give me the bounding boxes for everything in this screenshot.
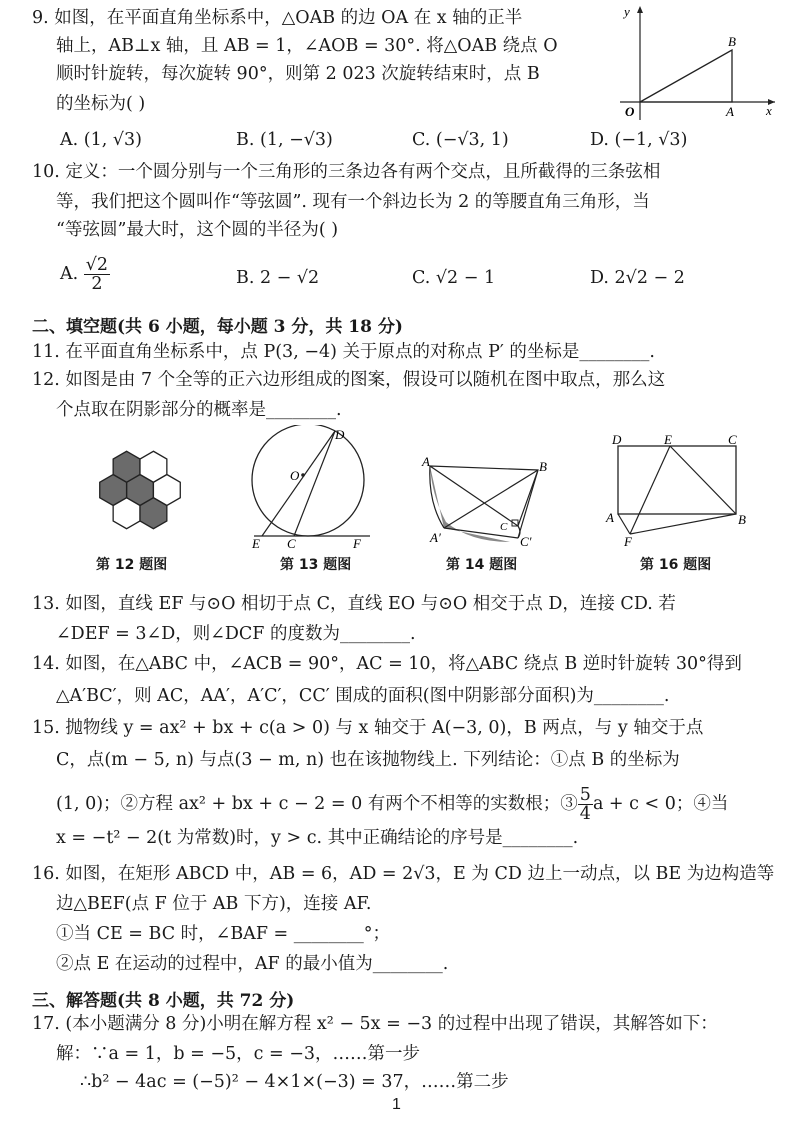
q15-fraction-numerator: 5 bbox=[579, 785, 591, 805]
q11-text: 11. 在平面直角坐标系中，点 P(3, −4) 关于原点的对称点 P′ 的坐标是________. bbox=[32, 342, 655, 362]
q9-option-c: C. (−√3, 1) bbox=[412, 130, 509, 150]
fig14-c-label: C bbox=[500, 521, 508, 533]
q10-option-a-denominator: 2 bbox=[91, 274, 103, 294]
q14-line-1: 14. 如图，在△ABC 中，∠ACB = 90°，AC = 10，将△ABC 绕点 B 逆时针旋转 30°得到 bbox=[32, 654, 742, 674]
q12-line-1: 12. 如图是由 7 个全等的正六边形组成的图案，假设可以随机在图中取点，那么这 bbox=[32, 370, 666, 390]
fig13-e-label: E bbox=[252, 536, 260, 550]
fig13-c-label: C bbox=[287, 536, 296, 550]
fig13-circle bbox=[240, 425, 380, 550]
q16-line-4: ②点 E 在运动的过程中，AF 的最小值为________. bbox=[56, 954, 449, 974]
q9-figure bbox=[610, 2, 780, 122]
q10-line-1: 10. 定义：一个圆分别与一个三角形的三条边各有两个交点，且所截得的三条弦相 bbox=[32, 162, 661, 182]
q15-line-3 bbox=[56, 786, 728, 823]
q10-option-d: D. 2√2 − 2 bbox=[590, 268, 685, 288]
q16-line-3: ①当 CE = BC 时，∠BAF = ________°； bbox=[56, 924, 390, 944]
q13-line-1: 13. 如图，直线 EF 与⊙O 相切于点 C，直线 EO 与⊙O 相交于点 D，连接 CD. 若 bbox=[32, 594, 676, 614]
fig16-b-label: B bbox=[738, 512, 746, 527]
fig13-f-label: F bbox=[353, 536, 361, 550]
q17-line-1: 17. (本小题满分 8 分)小明在解方程 x² − 5x = −3 的过程中出现了错误，其解答如下： bbox=[32, 1014, 718, 1034]
q10-option-a-numerator: √2 bbox=[85, 255, 109, 275]
caption-fig12: 第 12 题图 bbox=[96, 557, 168, 573]
q9-fig-o-label: O bbox=[625, 104, 635, 119]
section-3-heading: 三、解答题(共 8 小题，共 72 分) bbox=[32, 991, 295, 1011]
page-number: 1 bbox=[392, 1096, 401, 1113]
q9-line-1: 9. 如图，在平面直角坐标系中，△OAB 的边 OA 在 x 轴的正半 bbox=[32, 8, 523, 28]
q15-line-4: x = −t² − 2(t 为常数)时，y > c. 其中正确结论的序号是________. bbox=[56, 828, 579, 848]
q9-line-4: 的坐标为( ) bbox=[56, 94, 146, 114]
q10-option-a bbox=[60, 256, 110, 293]
section-2-heading: 二、填空题(共 6 小题，每小题 3 分，共 18 分) bbox=[32, 317, 403, 337]
q10-option-c: C. √2 − 1 bbox=[412, 268, 496, 288]
fig16-f-label: F bbox=[624, 534, 632, 547]
q9-option-d: D. (−1, √3) bbox=[590, 130, 688, 150]
fig13-d-label: D bbox=[335, 427, 345, 442]
q10-option-b: B. 2 − √2 bbox=[236, 268, 320, 288]
fig14-b-label: B bbox=[539, 459, 547, 474]
caption-fig14: 第 14 题图 bbox=[446, 557, 518, 573]
q15-line-3-text: (1, 0)；②方程 ax² + bx + c − 2 = 0 有两个不相等的实数根；③ bbox=[56, 794, 578, 814]
q9-option-b: B. (1, −√3) bbox=[236, 130, 333, 150]
q16-line-1: 16. 如图，在矩形 ABCD 中，AB = 6，AD = 2√3，E 为 CD 边上一动点，以 BE 为边构造等 bbox=[32, 864, 775, 884]
fig12-hexagons bbox=[80, 440, 200, 540]
fig14-a-label: A bbox=[422, 454, 430, 469]
fig16-a-label: A bbox=[606, 510, 614, 525]
q15-line-2: C，点(m − 5, n) 与点(3 − m, n) 也在该抛物线上. 下列结论：①点 B 的坐标为 bbox=[56, 750, 680, 770]
caption-fig16: 第 16 题图 bbox=[640, 557, 712, 573]
fig16-d-label: D bbox=[612, 432, 622, 447]
q9-fig-b-label: B bbox=[728, 34, 736, 49]
q9-line-3: 顺时针旋转，每次旋转 90°，则第 2 023 次旋转结束时，点 B bbox=[56, 64, 540, 84]
q9-fig-y-label: y bbox=[624, 4, 630, 19]
fig13-o-label: O bbox=[290, 468, 300, 483]
q9-line-2: 轴上，AB⊥x 轴，且 AB = 1，∠AOB = 30°. 将△OAB 绕点 O bbox=[56, 36, 558, 56]
q9-option-a: A. (1, √3) bbox=[60, 130, 142, 150]
q13-line-2: ∠DEF = 3∠D，则∠DCF 的度数为________. bbox=[56, 624, 416, 644]
fig14-c1-label: C′ bbox=[520, 534, 532, 549]
q15-line-1: 15. 抛物线 y = ax² + bx + c(a > 0) 与 x 轴交于 A(−3, 0)，B 两点，与 y 轴交于点 bbox=[32, 718, 704, 738]
q16-line-2: 边△BEF(点 F 位于 AB 下方)，连接 AF. bbox=[56, 894, 372, 914]
q9-fig-a-label: A bbox=[726, 104, 734, 119]
caption-fig13: 第 13 题图 bbox=[280, 557, 352, 573]
fig16-c-label: C bbox=[728, 432, 737, 447]
q10-option-a-label: A. bbox=[60, 264, 79, 284]
q12-line-2: 个点取在阴影部分的概率是________. bbox=[56, 400, 342, 420]
q10-line-3: “等弦圆”最大时，这个圆的半径为( ) bbox=[56, 220, 339, 240]
fig16-rectangle bbox=[600, 432, 750, 547]
q15-line-3-tail: a + c < 0；④当 bbox=[592, 794, 729, 814]
fig14-rotation bbox=[418, 450, 558, 550]
fig16-e-label: E bbox=[664, 432, 672, 447]
q17-line-3: ∴b² − 4ac = (−5)² − 4×1×(−3) = 37，……第二步 bbox=[80, 1072, 509, 1092]
q14-line-2: △A′BC′，则 AC，AA′，A′C′，CC′ 围成的面积(图中阴影部分面积)为________. bbox=[56, 686, 670, 706]
q10-line-2: 等，我们把这个圆叫作“等弦圆”. 现有一个斜边长为 2 的等腰直角三角形，当 bbox=[56, 192, 650, 212]
q17-line-2: 解：∵a = 1，b = −5，c = −3，……第一步 bbox=[56, 1044, 421, 1064]
q15-fraction-denominator: 4 bbox=[579, 804, 591, 824]
fig14-a1-label: A′ bbox=[430, 530, 441, 545]
q9-fig-x-label: x bbox=[766, 103, 772, 118]
